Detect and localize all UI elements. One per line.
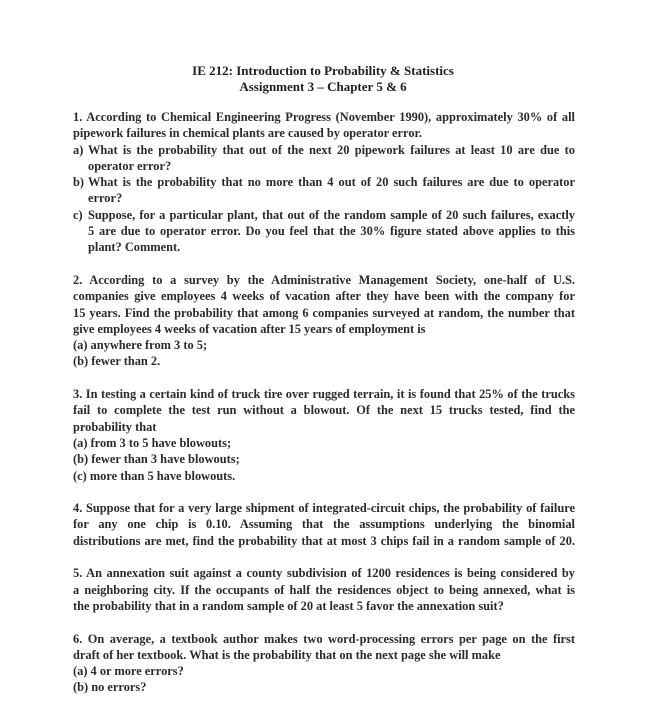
question-text-line: (b) no errors? — [73, 680, 147, 695]
sub-question — [73, 142, 575, 175]
question-text-line: 1. According to Chemical Engineering Progress (November 1990), approximately 30% of all — [73, 110, 575, 124]
sub-question-text-line: plant? Comment. — [88, 240, 181, 255]
question-text-line: (a) anywhere from 3 to 5; — [73, 338, 208, 353]
sub-question-text-line: Suppose, for a particular plant, that out of the random sample of 20 such failures, exactly — [88, 207, 575, 222]
question-4 — [73, 500, 575, 549]
question-text-line: a neighboring city. If the occupants of half the residences object to being annexed, what is — [73, 582, 575, 597]
question-text-line: draft of her textbook. What is the probability that on the next page she will make — [73, 647, 501, 662]
question-3 — [73, 386, 575, 484]
question-text-line: 5. An annexation suit against a county subdivision of 1200 residences is being considered by — [73, 566, 575, 581]
question-text-line: (b) fewer than 3 have blowouts; — [73, 452, 240, 467]
sub-question-text-line: error? — [88, 191, 123, 206]
question-text-line: 4. Suppose that for a very large shipment of integrated-circuit chips, the probability of failure — [73, 501, 575, 516]
document-title: IE 212: Introduction to Probability & Statistics — [192, 63, 454, 78]
question-text-line: (b) fewer than 2. — [73, 354, 161, 369]
sub-question-text-line: 5 are due to operator error. Do you feel that the 30% figure stated above applies to this — [88, 224, 575, 239]
question-text-line: 3. In testing a certain kind of truck tire over rugged terrain, it is found that 25% of the trucks — [73, 387, 575, 402]
question-2 — [73, 272, 575, 370]
question-text-line: fail to complete the test run without a blowout. Of the next 15 trucks tested, find the — [73, 403, 575, 418]
question-text-line: pipework failures in chemical plants are caused by operator error. — [73, 126, 422, 141]
question-6 — [73, 631, 575, 696]
question-1 — [73, 109, 575, 256]
sub-question-text-line: operator error? — [88, 158, 172, 173]
question-list — [73, 109, 575, 712]
sub-question — [73, 174, 575, 207]
sub-question-text-line: What is the probability that no more than 4 out of 20 such failures are due to operator — [88, 175, 575, 190]
question-text-line: probability that — [73, 419, 157, 434]
sub-question-label: a) — [73, 142, 84, 157]
question-text-line: the probability that in a random sample of 20 at least 5 favor the annexation suit? — [73, 598, 504, 613]
question-text-line: give employees 4 weeks of vacation after 15 years of employment is — [73, 321, 426, 336]
question-text-line: (a) from 3 to 5 have blowouts; — [73, 435, 232, 450]
document-subtitle: Assignment 3 – Chapter 5 & 6 — [239, 79, 407, 94]
question-text-line: for any one chip is 0.10. Assuming that the assumptions underlying the binomial — [73, 517, 575, 532]
question-text-line: (a) 4 or more errors? — [73, 664, 184, 679]
question-text-line: 2. According to a survey by the Administrative Management Society, one-half of U.S. — [73, 272, 575, 287]
sub-question-label: b) — [73, 175, 85, 190]
question-text-line: (c) more than 5 have blowouts. — [73, 468, 236, 483]
sub-question — [73, 207, 575, 256]
question-5 — [73, 565, 575, 614]
sub-question-text-line: What is the probability that out of the next 20 pipework failures at least 10 are due to — [88, 142, 575, 157]
question-text-line: companies give employees 4 weeks of vacation after they have been with the company for — [73, 289, 575, 304]
question-text-line: 15 years. Find the probability that among 6 companies surveyed at random, the number that — [73, 305, 575, 320]
question-text-line: 6. On average, a textbook author makes two word-processing errors per page on the first — [73, 631, 575, 646]
sub-question-label: c) — [73, 207, 83, 222]
question-text-line: distributions are met, find the probability that at most 3 chips fail in a random sample of 20. — [73, 533, 575, 548]
